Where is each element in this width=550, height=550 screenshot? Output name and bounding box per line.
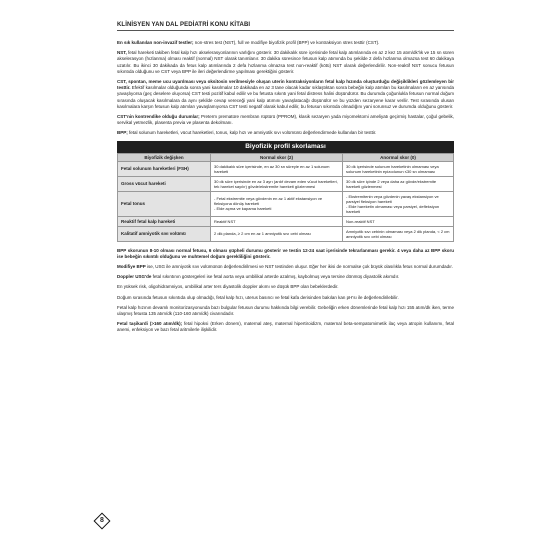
table-row xyxy=(118,161,454,176)
paragraph-lead: Doppler USG'de xyxy=(117,274,152,280)
page-number: 8 xyxy=(100,517,104,524)
paragraph-lead: BPP skorunun 8-10 olması normal fetusu, 6 olması şüpheli durumu gösterir ve testin 12-24 saat içerisinde tekrarlanması gerekir. 4 veya daha az BPP skoru ise bebeğin sıkıntılı olduğunu ve muhtemel doğum gerekliliğini gösterir. xyxy=(117,247,454,259)
bpp-table xyxy=(117,141,454,242)
bottom-paragraphs xyxy=(117,248,454,334)
paragraph-lead: Fetal taşikardi (>160 atım/dk); xyxy=(117,321,183,327)
paragraph-text: fetal hareketi takiben fetal kalp hızı akselerasyonlarının varlığını gösterir. 30 dakikalık süre içerisinde fetal kalp atımlarında en az 2 kez 15 atım/dk'lık ve 15 sn süren akselerasyon (hızlanma) olması reaktif (normal) NST olarak tanımlanır. 30 dakika süresince fetusun kalp atımında bu şekilde 2 defa hızlanma olmazsa test 60 dakikaya uzatılır. Bu ikinci 30 dakikada da fetus kalp atımlarında 2 defa hızlanma olmazsa test non-reaktif (kötü) NST olarak değerlendirilir. Non-reaktif NST sonucu fetusun sıkıntıda olduğunu ve CST veya BPP ile ileri değerlendirme yapılması gerektiğini gösterir. xyxy=(117,50,454,74)
top-paragraph xyxy=(117,50,454,75)
table-row xyxy=(118,191,454,216)
normal-score-cell: 30 dakikalık süre içerisinde, en az 30 sn süreyle en az 1 solunum hareketi xyxy=(211,161,343,176)
row-label: Kalitatif amniyotik sıvı volümü xyxy=(118,226,211,241)
abnormal-score-cell: Non-reaktif NST xyxy=(343,216,454,226)
paragraph-text: fetal sıkıntının göstergeleri ise fetal aorta veya umbilikal arterde azalmış, kaybolmuş veya tersine dönmüş diyastolik akımdır. xyxy=(151,274,400,280)
table-row xyxy=(118,216,454,226)
row-label: Gross vücut hareketi xyxy=(118,176,211,191)
page-content xyxy=(117,40,454,338)
top-paragraph xyxy=(117,79,454,110)
abnormal-score-cell: - Ekstremitenin veya gövdenin yavaş ekstansiyon ve parsiyel fleksiyon hareketi - Elde hareketin olmaması veya parsiyel, defleksiyon hareketi xyxy=(343,191,454,216)
paragraph-text: fetal hipoksi (Erken dönem), maternal ateş, maternal hipertiroidizm, maternal beta-sempatomimetik ilaç veya atropin kullanımı, fetal anemi, enfeksiyon ve bazı fetal aritmilerle ilişkilidir. xyxy=(117,321,454,333)
table-header-row xyxy=(118,153,454,161)
normal-score-cell: - Fetal ekstremite veya gövdenin en az 1 aktif ekstansiyon ve fleksiyona dönüş hareketi - Elde açma ve kapama hareketi xyxy=(211,191,343,216)
normal-score-cell: 2 dik planda, ≥ 2 cm en az 1 amniyotik sıvı cebi olması xyxy=(211,226,343,241)
paragraph-lead: NST, xyxy=(117,50,127,56)
top-paragraph xyxy=(117,114,454,126)
table-body xyxy=(118,161,454,241)
row-label: Fetal tonus xyxy=(118,191,211,216)
paragraph-text: fetal solunum hareketleri, vücut hareketleri, tonus, kalp hızı ve amniyotik sıvı volümünü değerlendirmede kullanılan bir testtir. xyxy=(127,130,377,136)
paragraph-text: Doğum sırasında fetusun sıkıntıda olup olmadığı, fetal kalp hızı, uterus basıncı ve fetal kafa derisinden bakılan kan pH'sı ile değerlendirilebilir. xyxy=(117,294,399,300)
paragraph-text: Preterm prematüre membran rüptürü (PPROM), klasik sezaryen yada miyomektomi ameliyatı geçirmiş hastalar, çoğul gebelik, servikal yetmezlik, plasenta previa ve plasenta dekolmanı. xyxy=(117,114,454,126)
paragraph-lead: CST'nin kontrendike olduğu durumlar; xyxy=(117,114,200,120)
header-normal: Normal skor (2) xyxy=(211,153,343,161)
paragraph-text: non-stres test (NST), full ve modifiye biyofizik profil (BPP) ve kontraksiyon stres testtir (CST). xyxy=(193,40,380,45)
paragraph-lead: BPP; xyxy=(117,130,128,136)
paragraph-lead: CST, spontan, meme ucu uyarılması veya oksitosin verilmesiyle oluşan uterin kontraksiyonların fetal kalp hızında oluşturduğu değişiklikleri gözlemleyen bir testtir. xyxy=(117,79,454,91)
row-label: Fetal solunum hareketleri (FSH) xyxy=(118,161,211,176)
table-row xyxy=(118,226,454,241)
paragraph-text: Fetal kalp hızının devamlı monitorizasyonunda bazı bulgular fetusun durumu hakkında bilgi verebilir. Gebeliğin erken dönemlerinde fetal kalp hızı 155 atım/dk iken, terme ulaşmış fetusta 135 atım/dk (110-160 atım/dk) civarındadır. xyxy=(117,304,454,317)
paragraph-text: En yüksek risk, oligohidramniyos, umbilikal arter ters diyastolik doppler akımı ve düşük BPP olan bebeklerdedir. xyxy=(117,284,339,290)
paragraph-text: ise, USG ile amniyotik sıvı volümünün değerlendirilmesi ve NST testinden oluşur. Eğer her ikisi de normalse çok büyük olasılıkla fetus normal durumdadır. xyxy=(145,264,453,270)
paragraph-lead: Modifiye BPP xyxy=(117,264,146,270)
row-label: Reaktif fetal kalp hareketi xyxy=(118,216,211,226)
paragraph-lead: En sık kullanılan non-invazif testler; xyxy=(117,40,194,45)
page-number-badge xyxy=(95,514,109,528)
running-header: KLİNİSYEN YAN DAL PEDİATRİ KONU KİTABI xyxy=(117,22,251,28)
bottom-paragraph xyxy=(117,321,454,333)
bottom-paragraph xyxy=(117,284,454,290)
top-paragraph xyxy=(117,130,454,136)
normal-score-cell: Reaktif NST xyxy=(211,216,343,226)
paragraph-text: Efektif kasılmalar olduğunda sonra yani kasılmalar 10 dakikada en az 3 tane olacak kadar sıklaştıktan sonra bebeğin kalp atımları bu kasılmaların en az yarısında yavaşlıyorsa (geç deselere oluyorsa) CST testi pozitif kabul edilir ve bu fetusta sıkıntı yani fetal distress halini düşündürür. Bu durumda çoğunlukla fetusun normal doğum sırasında oluşacak kasılmalara da aynı şekilde cevap vereceği yani kalp atımını yavaşlatacağı düşünülür ve bu yüzden sezaryene karar verilir. Test sırasında olusan kasılmalara karşın fetusun kalp atımları yavaşlamıyorsa CST testi negatif olarak kabul edilir, bu fetusun sıkıntıda olmadığını yani sorunsuz ve durumda olduğunu gösterir. xyxy=(117,85,454,109)
bottom-paragraph xyxy=(117,264,454,270)
normal-score-cell: 30 dk süre içerisinde en az 3 ayrı (ardıf devam eden vücut hareketleri, tek hareket sayılır) gövde/ekstremite hareketi gözlenmesi xyxy=(211,176,343,191)
bottom-paragraph xyxy=(117,274,454,280)
bottom-paragraph xyxy=(117,295,454,301)
header-abnormal: Anormal skor (0) xyxy=(343,153,454,161)
bottom-paragraph xyxy=(117,305,454,317)
bottom-paragraph xyxy=(117,248,454,260)
abnormal-score-cell: 30 dk süre içinde 2 veya daha az gövde/ekstremite hareketi gözlenmesi xyxy=(343,176,454,191)
bpp-score-table xyxy=(117,153,454,242)
abnormal-score-cell: Amniyotik sıvı cebinin olmaması veya 2 dik planda, < 2 cm amniyotik sıvı cebi olması xyxy=(343,226,454,241)
top-paragraph xyxy=(117,40,454,46)
table-row xyxy=(118,176,454,191)
table-title: Biyofizik profil skorlaması xyxy=(117,141,454,153)
abnormal-score-cell: 30 dk içerisinde solunum hareketinin olmaması veya solunum hareketinin epizodunun ≤30 sn olmaması xyxy=(343,161,454,176)
header-variable: Biyofizik değişken xyxy=(118,153,211,161)
top-paragraphs xyxy=(117,40,454,137)
header-rule xyxy=(117,30,454,31)
